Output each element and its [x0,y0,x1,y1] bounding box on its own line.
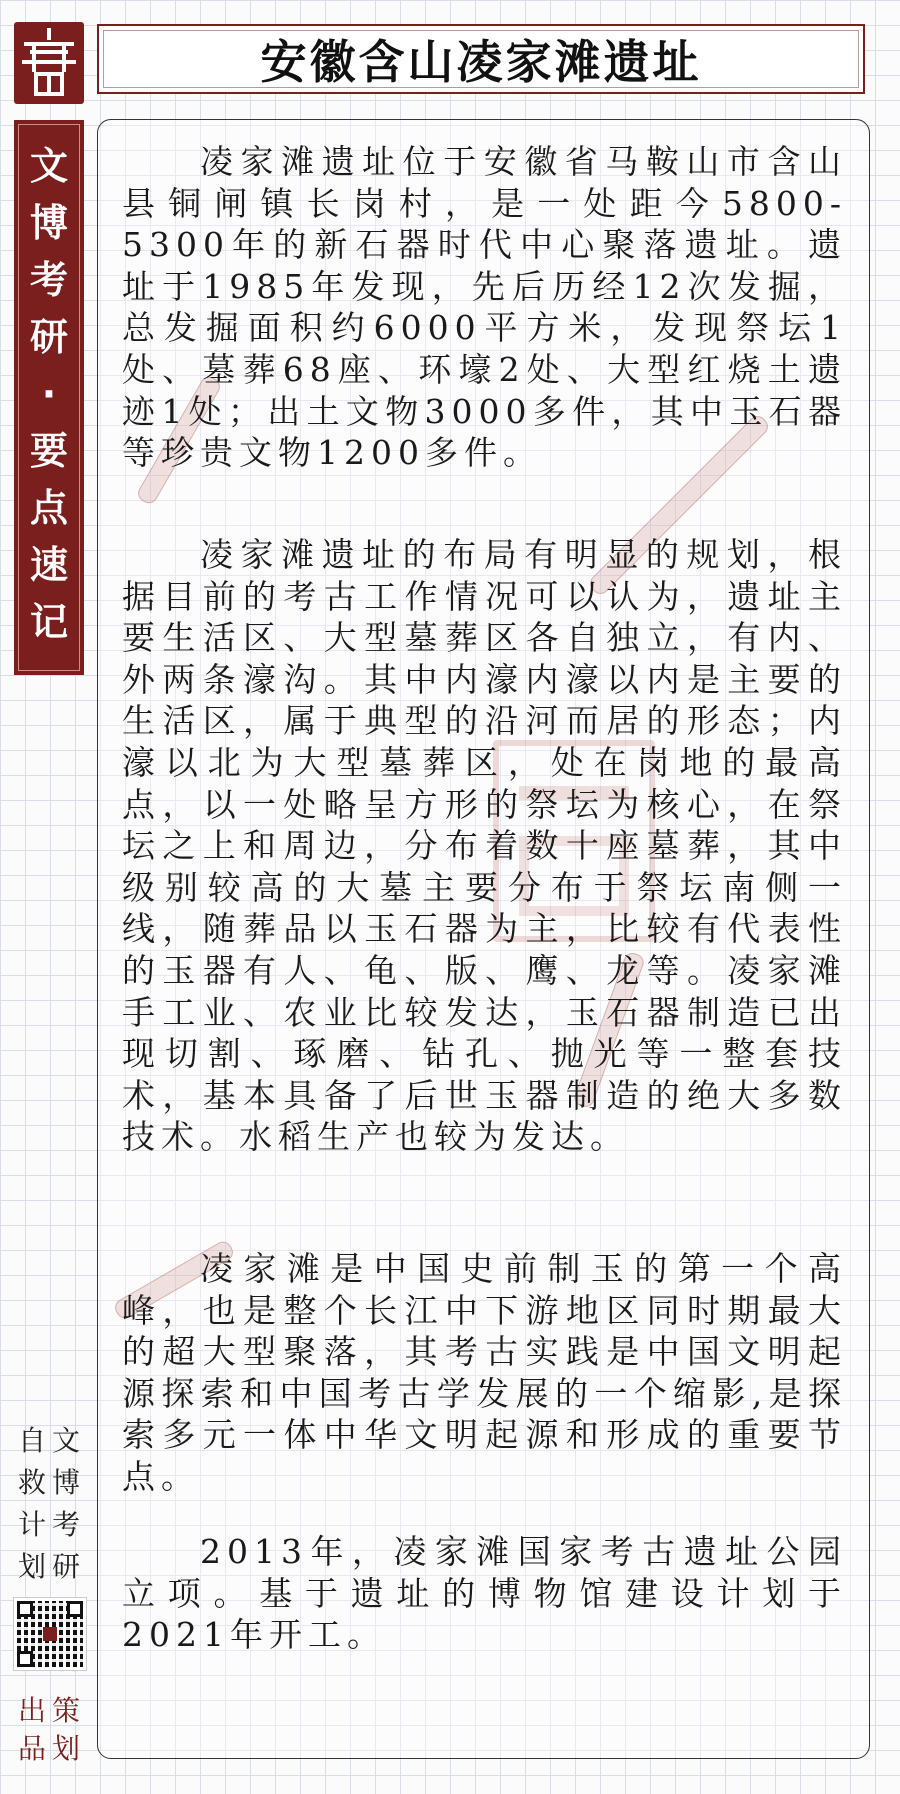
credit-produced [16,1692,48,1768]
footer-char: 考 [51,1508,80,1541]
credit-char: 出 [17,1694,46,1727]
side-banner-char: 文 [29,144,68,188]
credit-char: 策 [51,1694,80,1727]
credit-planned [50,1692,82,1768]
side-banner-char: 考 [29,258,68,302]
footer-tagline-left [16,1420,48,1588]
brand-logo-icon [14,22,84,104]
article-paragraph: 凌家滩遗址的布局有明显的规划，根据目前的考古工作情况可以认为，遗址主要生活区、大型墓葬区各自独立，有内、外两条濠沟。其中内濠内濠以内是主要的生活区，属于典型的沿河而居的形态；内濠以北为大型墓葬区，处在岗地的最高点，以一处略呈方形的祭坛为核心，在祭坛之上和周边，分布着数十座墓葬，其中级别较高的大墓主要分布于祭坛南侧一线，随葬品以玉石器为主，比较有代表性的玉器有人、龟、版、鹰、龙等。凌家滩手工业、农业比较发达，玉石器制造已出现切割、琢磨、钻孔、抛光等一整套技术，基本具备了后世玉器制造的绝大多数技术。水稻生产也较为发达。 [122,535,847,1157]
footer-char: 划 [17,1550,46,1583]
article-paragraph: 凌家滩是中国史前制玉的第一个高峰，也是整个长江中下游地区同时期最大的超大型聚落，其考古实践是中国文明起源探索和中国考古学发展的一个缩影,是探索多元一体中华文明起源和形成的重要节点。 [122,1249,847,1496]
footer-char: 计 [17,1508,46,1541]
footer-char: 自 [17,1424,46,1457]
article-paragraph: 2013年，凌家滩国家考古遗址公园立项。基于遗址的博物馆建设计划于2021年开工。 [122,1532,847,1655]
title-box [97,24,865,94]
credit-char: 品 [17,1732,46,1765]
article-paragraph: 凌家滩遗址位于安徽省马鞍山市含山县铜闸镇长岗村，是一处距今5800-5300年的新石器时代中心聚落遗址。遗址于1985年发现，先后历经12次发掘，总发掘面积约6000平方米，发现祭坛1处、墓葬68座、环壕2处、大型红烧土遗迹1处；出土文物3000多件，其中玉石器等珍贵文物1200多件。 [122,142,847,473]
qr-code-icon[interactable] [14,1598,86,1670]
footer-char: 文 [51,1424,80,1457]
side-banner-char: 速 [29,543,68,587]
footer-char: 研 [51,1550,80,1583]
footer-char: 博 [51,1466,80,1499]
side-banner-char: 点 [29,486,68,530]
side-banner-char: 记 [29,600,68,644]
footer-char: 救 [17,1466,46,1499]
side-banner-char: 研 [29,315,68,359]
side-banner-char: 要 [29,429,68,473]
credit-char: 划 [51,1732,80,1765]
side-banner-char: 博 [29,201,68,245]
footer-tagline-right [50,1420,82,1588]
article-card [97,119,870,1759]
page-title: 安徽含山凌家滩遗址 [260,35,702,89]
side-banner-char: · [41,372,57,416]
side-banner [14,120,84,675]
